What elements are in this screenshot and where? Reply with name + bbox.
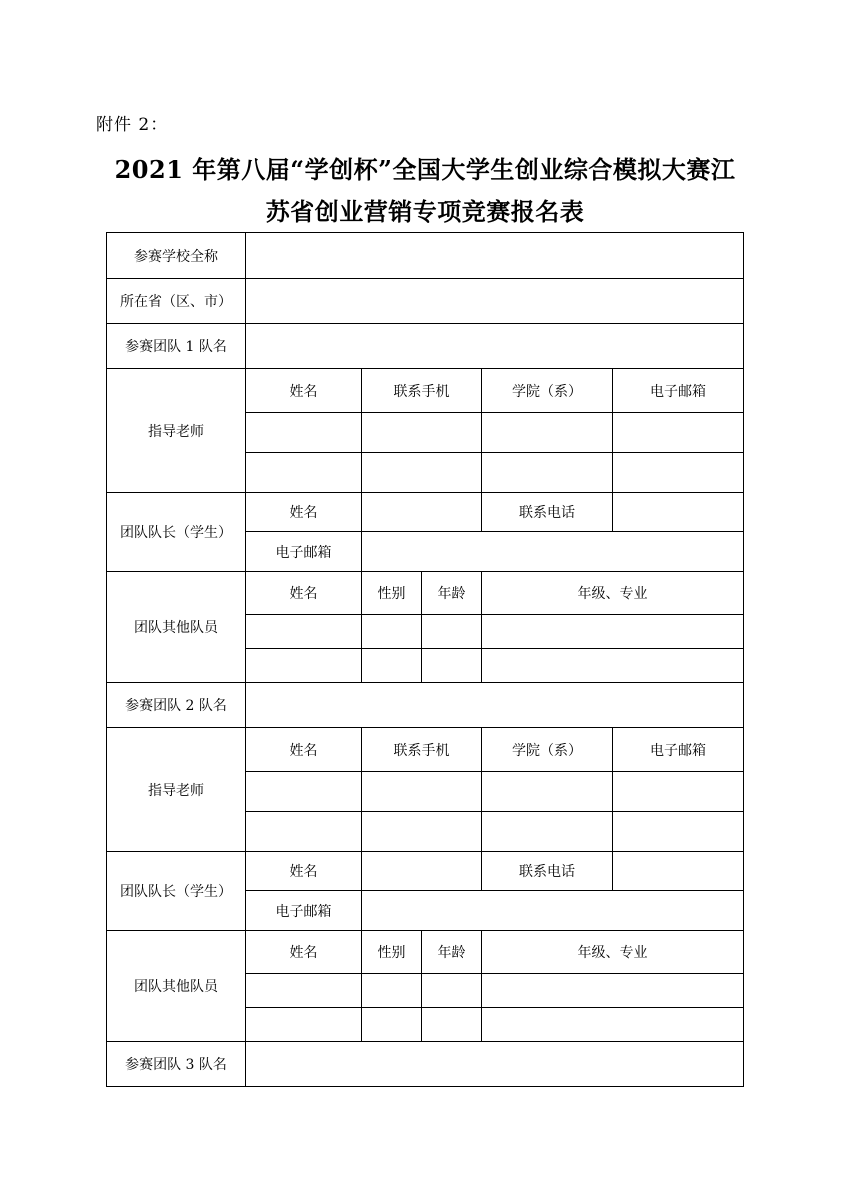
leader-phone-field[interactable]: [613, 493, 744, 532]
members-label: 团队其他队员: [107, 931, 246, 1042]
member-col-name: 姓名: [246, 572, 362, 615]
advisor-label: 指导老师: [107, 728, 246, 852]
member-col-grade-major: 年级、专业: [482, 931, 744, 974]
province-field[interactable]: [246, 279, 744, 324]
advisor-email-cell[interactable]: [613, 413, 744, 453]
member-col-gender: 性别: [362, 572, 422, 615]
advisor-col-college: 学院（系）: [482, 728, 613, 772]
school-name-label: 参赛学校全称: [107, 233, 246, 279]
member-col-age: 年龄: [422, 572, 482, 615]
advisor-college-cell[interactable]: [482, 413, 613, 453]
team-name-field[interactable]: [246, 1042, 744, 1087]
leader-label: 团队队长（学生）: [107, 493, 246, 572]
advisor-col-email: 电子邮箱: [613, 728, 744, 772]
attachment-label: 附件 2：: [96, 115, 169, 135]
member-name-cell[interactable]: [246, 1008, 362, 1042]
member-age-cell[interactable]: [422, 649, 482, 683]
leader-name-label: 姓名: [246, 852, 362, 891]
advisor-name-cell[interactable]: [246, 812, 362, 852]
leader-phone-label: 联系电话: [482, 852, 613, 891]
member-name-cell[interactable]: [246, 649, 362, 683]
member-grade-cell[interactable]: [482, 649, 744, 683]
member-col-grade-major: 年级、专业: [482, 572, 744, 615]
member-grade-cell[interactable]: [482, 1008, 744, 1042]
leader-phone-field[interactable]: [613, 852, 744, 891]
leader-email-label: 电子邮箱: [246, 532, 362, 572]
member-grade-cell[interactable]: [482, 974, 744, 1008]
advisor-name-cell[interactable]: [246, 772, 362, 812]
member-gender-cell[interactable]: [362, 649, 422, 683]
leader-email-field[interactable]: [362, 532, 744, 572]
member-age-cell[interactable]: [422, 974, 482, 1008]
members-label: 团队其他队员: [107, 572, 246, 683]
leader-name-field[interactable]: [362, 852, 482, 891]
member-age-cell[interactable]: [422, 1008, 482, 1042]
leader-name-field[interactable]: [362, 493, 482, 532]
advisor-email-cell[interactable]: [613, 453, 744, 493]
advisor-col-name: 姓名: [246, 369, 362, 413]
leader-label: 团队队长（学生）: [107, 852, 246, 931]
advisor-label: 指导老师: [107, 369, 246, 493]
advisor-col-phone: 联系手机: [362, 728, 482, 772]
team-name-field[interactable]: [246, 683, 744, 728]
member-col-age: 年龄: [422, 931, 482, 974]
team-name-field[interactable]: [246, 324, 744, 369]
advisor-col-name: 姓名: [246, 728, 362, 772]
leader-email-field[interactable]: [362, 891, 744, 931]
advisor-college-cell[interactable]: [482, 453, 613, 493]
province-label: 所在省（区、市）: [107, 279, 246, 324]
member-gender-cell[interactable]: [362, 615, 422, 649]
advisor-college-cell[interactable]: [482, 812, 613, 852]
advisor-col-college: 学院（系）: [482, 369, 613, 413]
team-name-label: 参赛团队 1 队名: [107, 324, 246, 369]
member-col-name: 姓名: [246, 931, 362, 974]
advisor-col-phone: 联系手机: [362, 369, 482, 413]
advisor-col-email: 电子邮箱: [613, 369, 744, 413]
advisor-phone-cell[interactable]: [362, 772, 482, 812]
form-title-line-2: 苏省创业营销专项竞赛报名表: [265, 197, 585, 226]
leader-email-label: 电子邮箱: [246, 891, 362, 931]
advisor-name-cell[interactable]: [246, 413, 362, 453]
member-name-cell[interactable]: [246, 974, 362, 1008]
member-gender-cell[interactable]: [362, 974, 422, 1008]
advisor-name-cell[interactable]: [246, 453, 362, 493]
registration-table: [106, 232, 744, 1087]
leader-phone-label: 联系电话: [482, 493, 613, 532]
form-title-line-1: 2021 年第八届“学创杯”全国大学生创业综合模拟大赛江: [114, 155, 736, 184]
member-age-cell[interactable]: [422, 615, 482, 649]
leader-name-label: 姓名: [246, 493, 362, 532]
member-name-cell[interactable]: [246, 615, 362, 649]
advisor-email-cell[interactable]: [613, 772, 744, 812]
advisor-phone-cell[interactable]: [362, 413, 482, 453]
member-col-gender: 性别: [362, 931, 422, 974]
team-name-label: 参赛团队 3 队名: [107, 1042, 246, 1087]
advisor-phone-cell[interactable]: [362, 812, 482, 852]
advisor-phone-cell[interactable]: [362, 453, 482, 493]
advisor-email-cell[interactable]: [613, 812, 744, 852]
advisor-college-cell[interactable]: [482, 772, 613, 812]
member-grade-cell[interactable]: [482, 615, 744, 649]
member-gender-cell[interactable]: [362, 1008, 422, 1042]
school-name-field[interactable]: [246, 233, 744, 279]
team-name-label: 参赛团队 2 队名: [107, 683, 246, 728]
